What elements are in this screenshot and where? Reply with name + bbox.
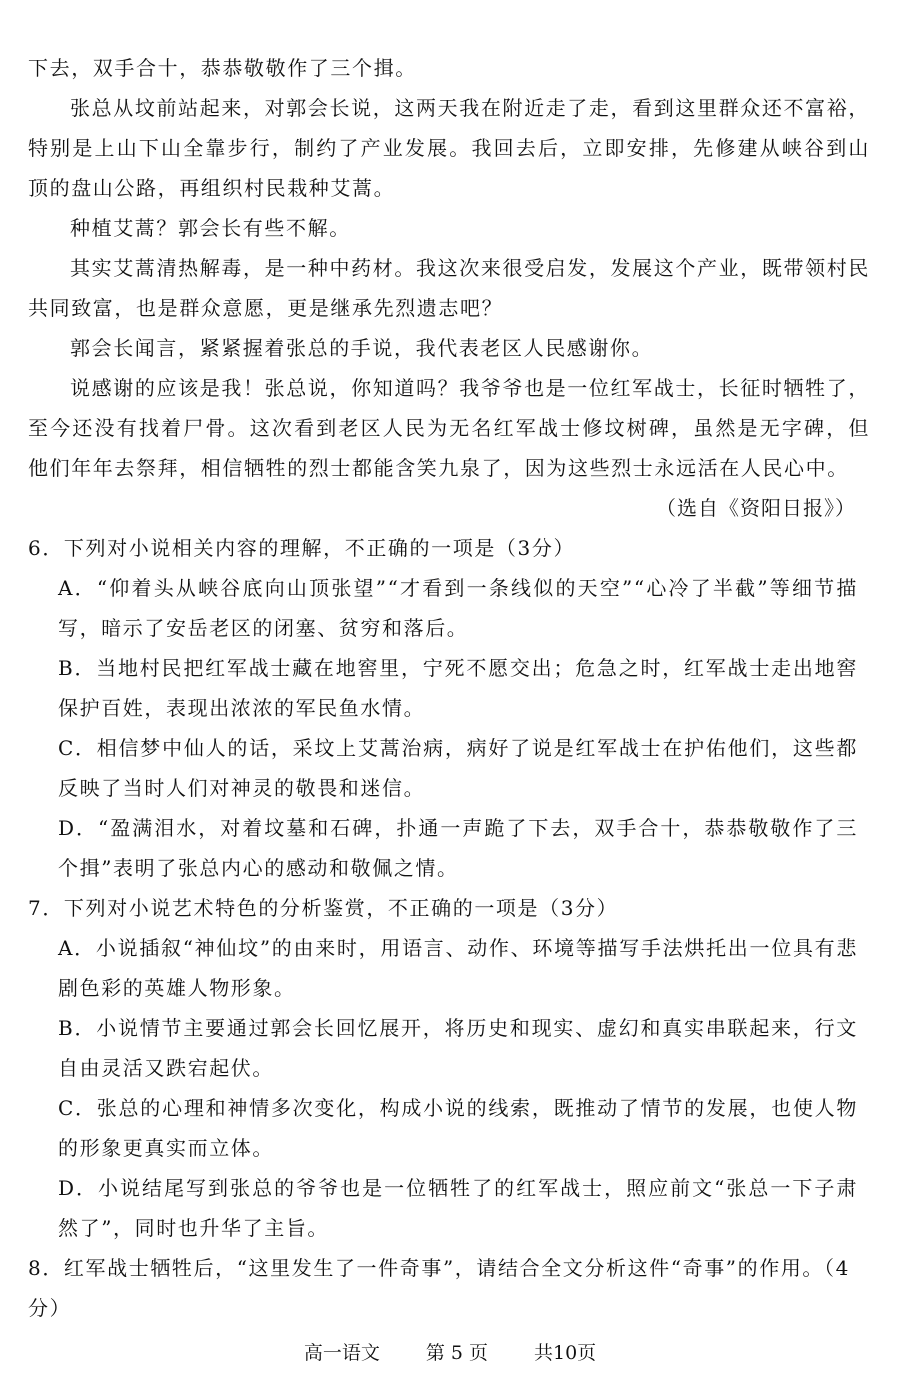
question-7-option-d: D．小说结尾写到张总的爷爷也是一位牺牲了的红军战士，照应前文“张总一下子肃然了”，同时也升华了主旨。 bbox=[58, 1176, 858, 1240]
story-paragraph: 说感谢的应该是我！张总说，你知道吗？我爷爷也是一位红军战士，长征时牺牲了，至今还没有找着尸骨。这次看到老区人民为无名红军战士修坟树碑，虽然是无字碑，但他们年年去祭拜，相信牺牲的烈士都能含笑九泉了，因为这些烈士永远活在人民心中。 bbox=[28, 376, 870, 480]
story-paragraph: 下去，双手合十，恭恭敬敬作了三个揖。 bbox=[28, 56, 417, 80]
question-6-option-a: A．“仰着头从峡谷底向山顶张望”“才看到一条线似的天空”“心冷了半截”等细节描写，暗示了安岳老区的闭塞、贫穷和落后。 bbox=[58, 576, 858, 640]
footer-page-number: 第 5 页 bbox=[425, 1342, 488, 1364]
question-6-stem: 6．下列对小说相关内容的理解，不正确的一项是（3分） bbox=[28, 536, 576, 560]
question-7-option-b: B．小说情节主要通过郭会长回忆展开，将历史和现实、虚幻和真实串联起来，行文自由灵活又跌宕起伏。 bbox=[58, 1016, 858, 1080]
question-6-option-d: D．“盈满泪水，对着坟墓和石碑，扑通一声跪了下去，双手合十，恭恭敬敬作了三个揖”表明了张总内心的感动和敬佩之情。 bbox=[58, 816, 858, 880]
story-paragraph: 种植艾蒿？郭会长有些不解。 bbox=[70, 216, 351, 240]
page-footer bbox=[0, 1338, 900, 1368]
story-paragraph: 张总从坟前站起来，对郭会长说，这两天我在附近走了走，看到这里群众还不富裕，特别是上山下山全靠步行，制约了产业发展。我回去后，立即安排，先修建从峡谷到山顶的盘山公路，再组织村民栽种艾蒿。 bbox=[28, 96, 870, 200]
question-7-option-c: C．张总的心理和神情多次变化，构成小说的线索，既推动了情节的发展，也使人物的形象更真实而立体。 bbox=[58, 1096, 858, 1160]
story-paragraph: 其实艾蒿清热解毒，是一种中药材。我这次来很受启发，发展这个产业，既带领村民共同致富，也是群众意愿，更是继承先烈遗志吧？ bbox=[28, 256, 870, 320]
story-paragraph: 郭会长闻言，紧紧握着张总的手说，我代表老区人民感谢你。 bbox=[70, 336, 654, 360]
question-8-stem: 8．红军战士牺牲后，“这里发生了一件奇事”，请结合全文分析这件“奇事”的作用。（4分） bbox=[28, 1256, 850, 1320]
question-6-option-b: B．当地村民把红军战士藏在地窖里，宁死不愿交出；危急之时，红军战士走出地窖保护百姓，表现出浓浓的军民鱼水情。 bbox=[58, 656, 858, 720]
question-7-option-a: A．小说插叙“神仙坟”的由来时，用语言、动作、环境等描写手法烘托出一位具有悲剧色彩的英雄人物形象。 bbox=[58, 936, 858, 1000]
question-7-stem: 7．下列对小说艺术特色的分析鉴赏，不正确的一项是（3分） bbox=[28, 896, 619, 920]
question-6-option-c: C．相信梦中仙人的话，采坟上艾蒿治病，病好了说是红军战士在护佑他们，这些都反映了当时人们对神灵的敬畏和迷信。 bbox=[58, 736, 858, 800]
footer-total-pages: 共10页 bbox=[534, 1342, 597, 1364]
story-source: （选自《资阳日报》） bbox=[656, 496, 856, 520]
footer-subject: 高一语文 bbox=[303, 1342, 380, 1364]
